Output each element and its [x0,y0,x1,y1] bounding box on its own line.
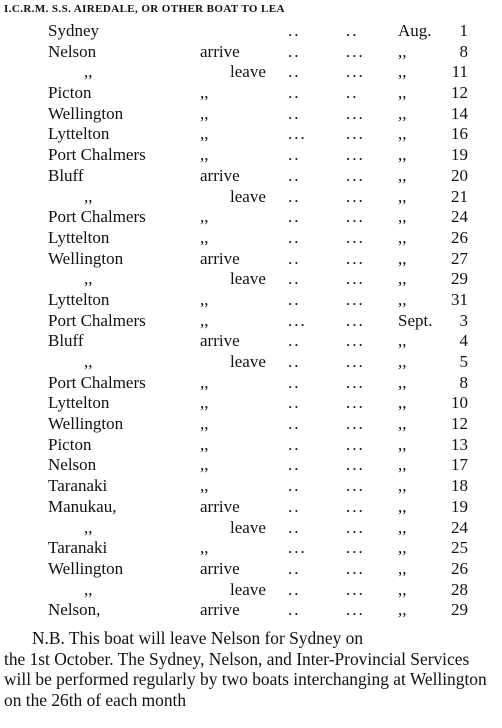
timetable-row [0,476,502,497]
day-number: 31 [451,289,468,309]
day-number: 4 [459,331,468,351]
day-number: 24 [451,517,468,537]
arrival-departure: arrive [200,600,240,620]
month-label: Aug. [398,21,432,40]
day-number: 1 [459,21,468,40]
leader-dots: ... [346,434,365,454]
leader-dots: .. [288,434,301,454]
arrival-departure: ,, [200,124,209,144]
port-name: Port Chalmers [48,310,146,330]
leader-dots: .. [288,83,301,103]
leader-dots: .. [288,207,301,227]
day-number: 29 [451,600,468,620]
arrival-departure: arrive [200,558,240,578]
day-number: 19 [451,145,468,165]
month-label: ,, [398,558,407,578]
leader-dots: .. [288,248,301,268]
leader-dots: ... [346,310,365,330]
arrival-departure: leave [230,579,266,599]
leader-dots: ... [346,289,365,309]
day-number: 25 [451,538,468,558]
leader-dots: ... [346,414,365,434]
arrival-departure: ,, [200,310,209,330]
port-name: Wellington [48,558,124,578]
leader-dots: .. [288,372,301,392]
port-name: Port Chalmers [48,372,146,392]
month-label: ,, [398,496,407,516]
port-name: Picton [48,434,92,454]
month-label: ,, [398,207,407,227]
port-name: Nelson [48,455,97,475]
leader-dots: ... [346,62,365,82]
day-number: 21 [451,186,468,206]
month-label: ,, [398,455,407,475]
leader-dots: ... [346,103,365,123]
arrival-departure: ,, [200,393,209,413]
leader-dots: .. [288,103,301,123]
leader-dots: .. [346,21,359,40]
leader-dots: ... [346,579,365,599]
timetable-row [0,455,502,476]
arrival-departure: ,, [200,145,209,165]
arrival-departure: ,, [200,538,209,558]
arrival-departure: ,, [200,476,209,496]
leader-dots: .. [288,496,301,516]
day-number: 12 [451,83,468,103]
port-name: Lyttelton [48,124,110,144]
leader-dots: .. [288,165,301,185]
leader-dots: ... [346,186,365,206]
day-number: 26 [451,227,468,247]
leader-dots: ... [346,124,365,144]
leader-dots: .. [288,227,301,247]
leader-dots: .. [288,517,301,537]
timetable-row [0,124,502,145]
port-name: ,, [84,186,93,206]
note-first-line: N.B. This boat will leave Nelson for Sydney on [32,628,364,648]
month-label: Sept. [398,310,433,330]
port-name: Nelson, [48,600,101,620]
month-label: ,, [398,434,407,454]
leader-dots: .. [288,352,301,371]
leader-dots: ... [346,269,365,289]
arrival-departure: arrive [200,41,240,61]
arrival-departure: leave [230,269,266,289]
timetable-row [0,249,502,270]
month-label: ,, [398,517,407,537]
leader-dots: .. [288,21,301,40]
leader-dots: .. [288,269,301,289]
arrival-departure: ,, [200,289,209,309]
timetable-row [0,166,502,187]
arrival-departure: arrive [200,248,240,268]
leader-dots: ... [288,124,307,144]
day-number: 8 [459,372,468,392]
leader-dots: ... [346,517,365,537]
leader-dots: .. [288,289,301,309]
day-number: 29 [451,269,468,289]
day-number: 20 [451,165,468,185]
arrival-departure: arrive [200,496,240,516]
port-name: Nelson [48,41,97,61]
leader-dots: .. [346,83,359,103]
month-label: ,, [398,372,407,392]
leader-dots: ... [346,393,365,413]
leader-dots: .. [288,331,301,351]
port-name: Wellington [48,248,124,268]
month-label: ,, [398,538,407,558]
port-name: ,, [84,269,93,289]
month-label: ,, [398,41,407,61]
leader-dots: .. [288,393,301,413]
day-number: 28 [451,579,468,599]
leader-dots: ... [346,372,365,392]
month-label: ,, [398,352,407,371]
timetable-rows [0,21,502,621]
leader-dots: .. [288,600,301,620]
month-label: ,, [398,579,407,599]
note-body: the 1st October. The Sydney, Nelson, and Inter-Provincial Services will be performed regularly by two boats interchanging at Wellington on the 26th of each month [4,648,487,710]
port-name: Wellington [48,414,124,434]
port-name: Wellington [48,103,124,123]
arrival-departure: ,, [200,434,209,454]
month-label: ,, [398,165,407,185]
arrival-departure: ,, [200,372,209,392]
timetable-row [0,104,502,125]
timetable-row [0,290,502,311]
timetable-row [0,331,502,352]
day-number: 8 [459,41,468,61]
port-name: ,, [84,62,93,82]
month-label: ,, [398,145,407,165]
port-name: ,, [84,579,93,599]
leader-dots: ... [346,145,365,165]
arrival-departure: leave [230,352,266,371]
month-label: ,, [398,83,407,103]
port-name: Taranaki [48,476,108,496]
timetable-row [0,580,502,601]
day-number: 24 [451,207,468,227]
leader-dots: ... [346,352,365,371]
timetable-row [0,518,502,539]
timetable-row [0,62,502,83]
leader-dots: ... [346,558,365,578]
leader-dots: .. [288,145,301,165]
arrival-departure: ,, [200,414,209,434]
port-name: Port Chalmers [48,145,146,165]
timetable-row [0,21,502,42]
timetable-row [0,352,502,373]
timetable-row [0,435,502,456]
port-name: Bluff [48,165,84,185]
day-number: 19 [451,496,468,516]
month-label: ,, [398,476,407,496]
month-label: ,, [398,414,407,434]
month-label: ,, [398,269,407,289]
timetable-row [0,393,502,414]
timetable-row [0,228,502,249]
timetable-row [0,207,502,228]
leader-dots: .. [288,62,301,82]
leader-dots: .. [288,476,301,496]
timetable-note [4,628,500,710]
timetable-row [0,83,502,104]
port-name: Manukau, [48,496,117,516]
timetable-row [0,414,502,435]
day-number: 17 [451,455,468,475]
month-label: ,, [398,331,407,351]
port-name: Sydney [48,21,99,40]
leader-dots: ... [346,207,365,227]
day-number: 5 [459,352,468,371]
arrival-departure: ,, [200,83,209,103]
leader-dots: ... [346,496,365,516]
port-name: Lyttelton [48,393,110,413]
leader-dots: ... [346,600,365,620]
leader-dots: ... [346,538,365,558]
leader-dots: .. [288,41,301,61]
day-number: 18 [451,476,468,496]
leader-dots: ... [346,476,365,496]
month-label: ,, [398,600,407,620]
leader-dots: ... [288,538,307,558]
arrival-departure: leave [230,186,266,206]
timetable-row [0,559,502,580]
timetable-row [0,187,502,208]
leader-dots: .. [288,186,301,206]
timetable-row [0,373,502,394]
leader-dots: ... [346,227,365,247]
port-name: Lyttelton [48,289,110,309]
arrival-departure: leave [230,517,266,537]
leader-dots: .. [288,558,301,578]
timetable-row [0,145,502,166]
port-name: Port Chalmers [48,207,146,227]
day-number: 13 [451,434,468,454]
timetable-row [0,538,502,559]
timetable-heading: I.C.R.M. S.S. AIREDALE, OR OTHER BOAT TO LEA [4,3,285,15]
leader-dots: .. [288,579,301,599]
timetable-row [0,269,502,290]
leader-dots: ... [346,248,365,268]
month-label: ,, [398,289,407,309]
day-number: 11 [451,62,468,82]
arrival-departure: arrive [200,165,240,185]
timetable-row [0,42,502,63]
leader-dots: .. [288,414,301,434]
port-name: Lyttelton [48,227,110,247]
timetable-row [0,497,502,518]
month-label: ,, [398,124,407,144]
timetable-row [0,311,502,332]
leader-dots: .. [288,455,301,475]
leader-dots: ... [346,455,365,475]
day-number: 27 [451,248,468,268]
day-number: 26 [451,558,468,578]
month-label: ,, [398,227,407,247]
timetable-row [0,600,502,621]
leader-dots: ... [346,41,365,61]
day-number: 10 [451,393,468,413]
day-number: 3 [459,310,468,330]
month-label: ,, [398,393,407,413]
port-name: Bluff [48,331,84,351]
month-label: ,, [398,103,407,123]
port-name: Picton [48,83,92,103]
port-name: ,, [84,517,93,537]
arrival-departure: leave [230,62,266,82]
day-number: 12 [451,414,468,434]
leader-dots: ... [346,165,365,185]
arrival-departure: ,, [200,227,209,247]
day-number: 16 [451,124,468,144]
arrival-departure: arrive [200,331,240,351]
month-label: ,, [398,62,407,82]
day-number: 14 [451,103,468,123]
month-label: ,, [398,186,407,206]
month-label: ,, [398,248,407,268]
port-name: ,, [84,352,93,371]
port-name: Taranaki [48,538,108,558]
arrival-departure: ,, [200,207,209,227]
leader-dots: ... [288,310,307,330]
leader-dots: ... [346,331,365,351]
arrival-departure: ,, [200,103,209,123]
arrival-departure: ,, [200,455,209,475]
